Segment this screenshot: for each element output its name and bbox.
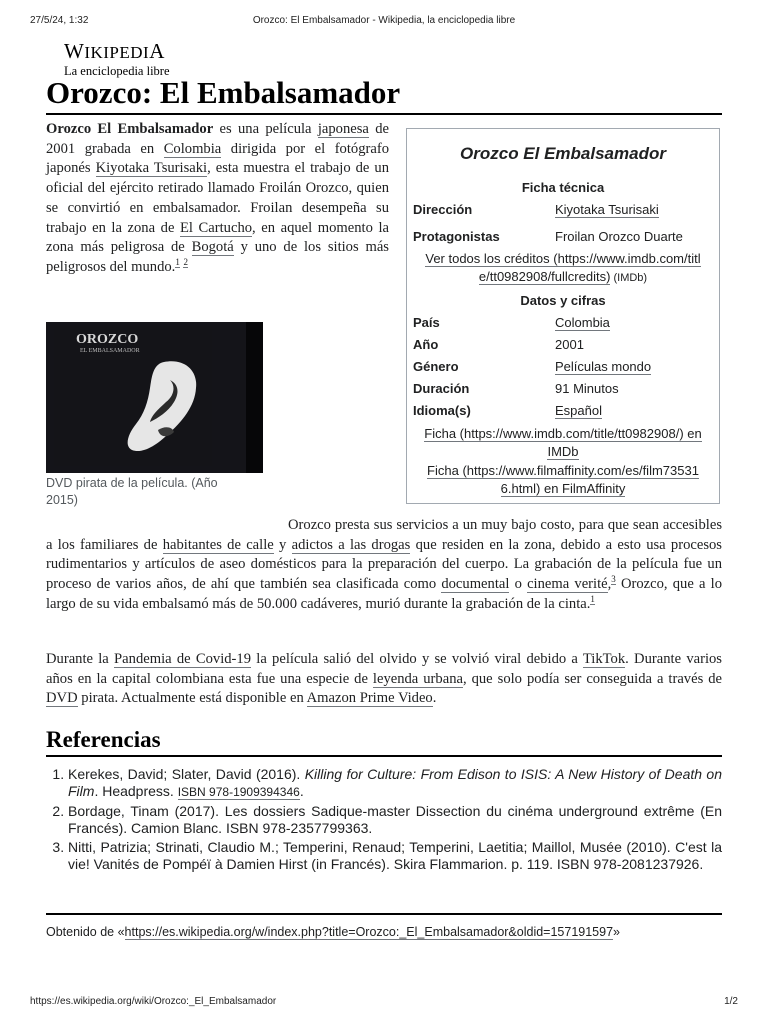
dvd-cover-subtitle: EL EMBALSAMADOR	[80, 348, 140, 354]
reference-item-2: 2. Bordage, Tinam (2017). Les dossiers Sadique-master Dissection du cinéma underground extrême (En Francés). Camion Blanc. ISBN 978-2357799363.	[68, 803, 722, 837]
infobox-row-ano: Año 2001	[413, 337, 584, 352]
infobox	[406, 128, 720, 504]
infobox-datos-cifras: Datos y cifras	[520, 293, 606, 308]
link-habitantes-de-calle[interactable]: habitantes de calle	[162, 536, 274, 553]
link-ficha-filmaffinity[interactable]: Ficha (https://www.filmaffinity.com/es/film73531 6.html) en	[427, 463, 699, 496]
reference-item-3: 3. Nitti, Patrizia; Strinati, Claudio M.; Temperini, Renaud; Temperini, Laetitia; Maillol, Musée (2010). C'est la vie! Vanités de Pompéï à Damien Hirst (in Francés). Skira Flammarion. p. 119. ISBN 978-2081237926.	[68, 839, 722, 873]
wikipedia-tagline: La enciclopedia libre	[64, 64, 170, 78]
link-director[interactable]: Kiyotaka Tsurisaki	[555, 202, 659, 217]
paragraph-2: Orozco presta sus servicios a un muy bajo costo, para que sean accesibles a los familiares de habitantes de calle y adictos a las drogas que residen en la zona, debido a esto usa procesos rudimentarios y artículos de aseo domésticos para la preparación del cuerpo. La grabación de la película fue un proceso de varios años, de ahí que también sea clasificada como documental o cinema verité,$^3$ Orozco, que a lo largo de su vida embalsamó más de 50.000 cadáveres, murió durante la grabación de la cinta.$^1$	[46, 517, 722, 612]
lead-paragraph: Orozco El Embalsamador es una película japonesa de 2001 grabada en Colombia dirigida por el fotógrafo japonés Kiyotaka Tsurisaki, esta muestra el trabajo de un oficial del ejército retirado llamado Froilán Orozco, quien se convirtió en embalsamador. Froilan desempeña su trabajo en la zona de El Cartucho, en aquel momento la zona más peligrosa de Bogotá y uno de los sitios más peligrosos del mundo.$^1$ $^2$	[46, 121, 390, 275]
link-idioma[interactable]: Español	[555, 403, 602, 418]
link-filmaffinity[interactable]: FilmAffinity	[562, 481, 626, 496]
link-oldid[interactable]: https://es.wikipedia.org/w/index.php?title=Orozco:_El_Embalsamador&oldid=157191597	[124, 925, 614, 939]
link-ficha-imdb[interactable]: Ficha (https://www.imdb.com/title/tt0982908/) en IMDb	[424, 426, 702, 459]
references-divider	[46, 755, 722, 757]
ref-link-3[interactable]: 3	[611, 574, 616, 585]
dvd-figure	[46, 322, 264, 509]
link-documental[interactable]: documental	[441, 576, 510, 593]
ref-link-1b[interactable]: 1	[590, 593, 595, 604]
print-url: https://es.wikipedia.org/wiki/Orozco:_El_Embalsamador	[30, 996, 277, 1007]
dvd-cover-image[interactable]	[46, 322, 263, 473]
isbn-link[interactable]: ISBN 978-1909394346	[177, 785, 300, 799]
paragraph-3: Durante la Pandemia de Covid-19 la película salió del olvido y se volvió viral debido a TikTok. Durante varios años en la capital colombiana esta fue una especie de leyenda urbana, que solo podía ser conseguida a través de DVD pirata. Actualmente está disponible en Amazon Prime Video.	[46, 651, 723, 707]
link-colombia[interactable]: Colombia	[163, 140, 222, 157]
infobox-row-duracion: Duración 91 Minutos	[413, 381, 619, 396]
link-amazon-prime-video[interactable]: Amazon Prime Video	[306, 690, 433, 707]
link-genero[interactable]: Películas mondo	[555, 359, 652, 374]
print-page-number: 1/2	[724, 996, 738, 1007]
wikipedia-logo[interactable]	[64, 40, 170, 78]
link-tiktok[interactable]: TikTok	[582, 651, 626, 667]
references-list	[46, 766, 722, 875]
link-creditos[interactable]: Ver todos los créditos (https://www.imdb.com/titl e/tt0982908/fullcredits)	[425, 251, 701, 284]
infobox-ficha-filmaffinity	[413, 462, 713, 498]
infobox-row-direccion: Dirección Kiyotaka Tsurisaki	[413, 202, 659, 217]
infobox-row-protagonistas: Protagonistas Froilan Orozco Duarte	[413, 229, 683, 244]
page-title: Orozco: El Embalsamador	[46, 75, 401, 110]
obtained-from: Obtenido de «https://es.wikipedia.org/w/index.php?title=Orozco:_El_Embalsamador&oldid=157191597»	[46, 925, 620, 939]
ref-link-1[interactable]: 1	[175, 256, 180, 267]
link-el-cartucho[interactable]: El Cartucho	[180, 219, 253, 236]
print-datetime: 27/5/24, 1:32	[30, 15, 89, 26]
reference-item-1: 1. Kerekes, David; Slater, David (2016). Killing for Culture: From Edison to ISIS: A New History of Death on Film. Headpress. ISBN 978-1909394346.	[68, 766, 722, 801]
link-adictos-a-las-drogas[interactable]: adictos a las drogas	[291, 536, 411, 553]
link-leyenda-urbana[interactable]: leyenda urbana	[372, 670, 463, 687]
ref-link-2[interactable]: 2	[183, 256, 188, 267]
link-bogota[interactable]: Bogotá	[191, 239, 234, 256]
references-heading: Referencias	[46, 727, 161, 752]
infobox-row-idioma: Idioma(s) Español	[413, 403, 602, 418]
wikipedia-wordmark: WIKIPEDIA	[64, 39, 165, 63]
infobox-row-genero: Género Películas mondo	[413, 359, 652, 374]
infobox-ficha-tecnica: Ficha técnica	[521, 180, 605, 195]
link-pandemia-covid-19[interactable]: Pandemia de Covid-19	[114, 651, 252, 667]
infobox-row-pais: País Colombia	[413, 315, 610, 330]
print-page-title: Orozco: El Embalsamador - Wikipedia, la enciclopedia libre	[252, 15, 516, 26]
footer-divider	[46, 913, 722, 915]
link-pais[interactable]: Colombia	[555, 315, 610, 330]
infobox-creditos: Ver todos los créditos (https://www.imdb.com/titl e/tt0982908/fullcredits) (IMDb)	[425, 251, 701, 284]
link-kiyotaka-tsurisaki[interactable]: Kiyotaka Tsurisaki	[95, 160, 208, 177]
figure-caption: DVD pirata de la película. (Año 2015)	[46, 476, 218, 507]
link-dvd[interactable]: DVD	[46, 690, 78, 707]
link-cinema-verite[interactable]: cinema verité	[527, 576, 608, 593]
link-japonesa[interactable]: japonesa	[317, 121, 369, 137]
infobox-title: Orozco El Embalsamador	[460, 144, 666, 163]
dvd-cover-title: OROZCO	[76, 332, 139, 347]
infobox-ficha-imdb	[413, 425, 713, 461]
title-divider	[46, 113, 722, 115]
